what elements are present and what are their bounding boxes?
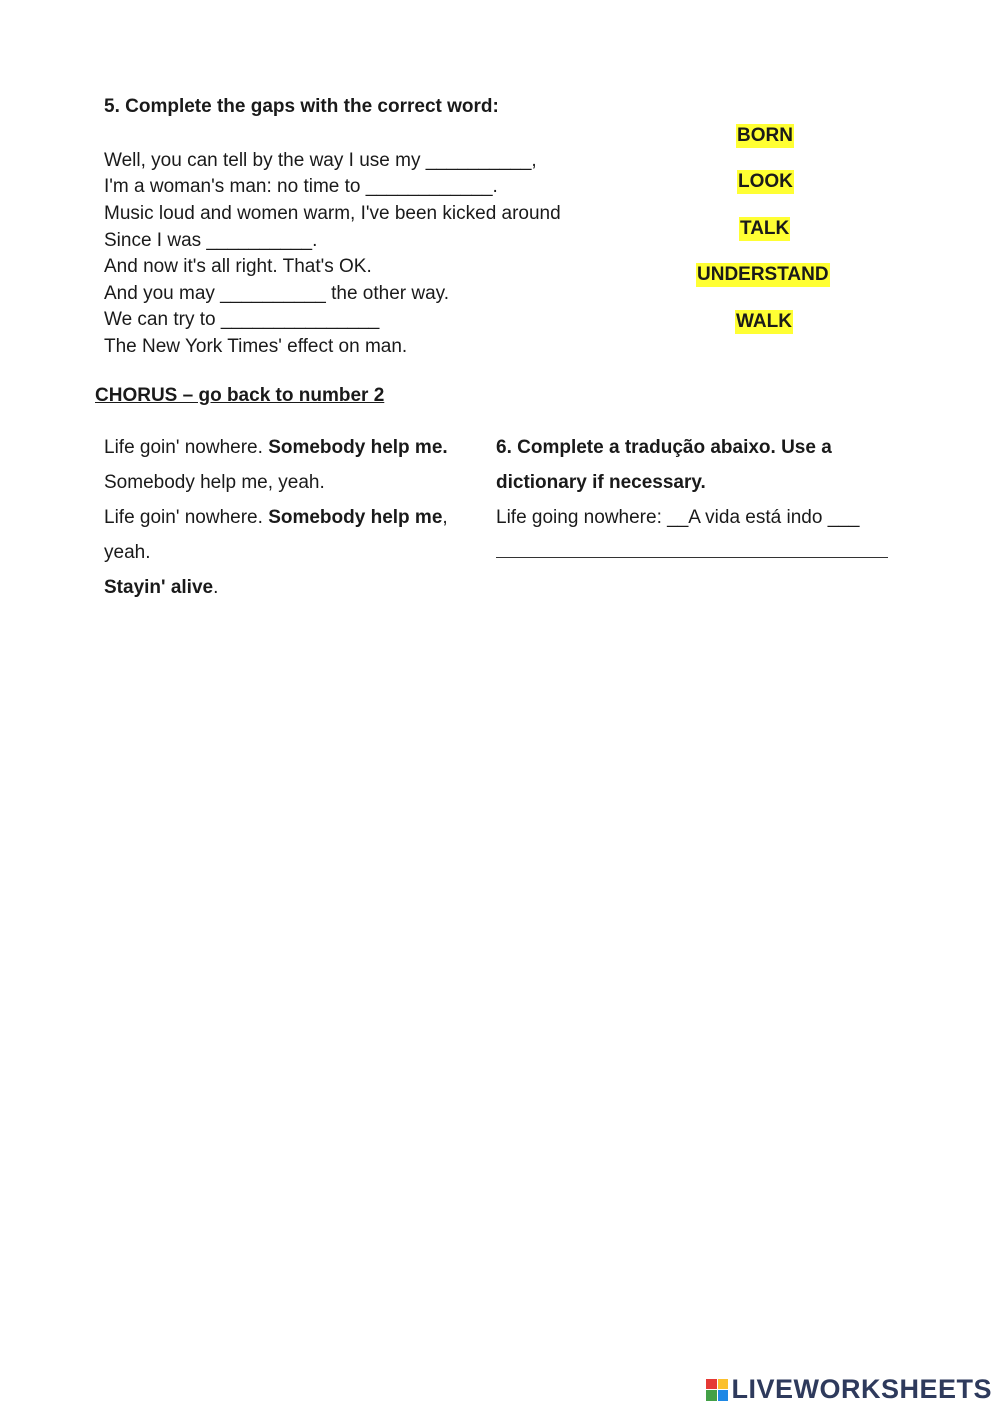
lyric-line-5: And now it's all right. That's OK. [104,256,372,277]
logo-block-yellow [718,1379,729,1390]
word-bank-item: LOOK [738,171,793,192]
chorus-line-5 [104,570,484,605]
chorus-line-3-end: , [442,507,448,528]
chorus-line-1-text: Life goin' nowhere. [104,437,269,458]
lyric-line-2: I'm a woman's man: no time to ____________. [104,176,498,197]
chorus-line-3-text: Life goin' nowhere. [104,507,269,528]
translation-prompt: Life going nowhere: [496,507,668,528]
chorus-heading: CHORUS – go back to number 2 [95,385,385,406]
translation-answer-line[interactable] [496,557,888,558]
chorus-line-1 [104,430,484,465]
word-bank-item: WALK [736,311,792,332]
chorus-line-2: Somebody help me, yeah. [104,472,325,493]
chorus-line-5-bold: Stayin' alive [104,577,214,598]
exercise-6 [496,430,896,535]
chorus-line-3 [104,500,484,535]
liveworksheets-logo [706,1374,992,1405]
chorus-line-3-bold: Somebody help me [268,507,443,528]
translation-answer-field[interactable]: __A vida está indo ___ [667,507,860,528]
chorus-line-1-bold: Somebody help me. [268,437,448,458]
lyric-line-8: The New York Times' effect on man. [104,336,408,357]
logo-block-red [706,1379,717,1390]
logo-blocks-icon [706,1379,728,1401]
chorus-line-4: yeah. [104,542,151,563]
brand-name: LIVEWORKSHEETS [731,1374,992,1404]
chorus-line-5-end: . [213,577,219,598]
logo-block-blue [718,1390,729,1401]
lyric-line-6: And you may __________ the other way. [104,283,450,304]
translation-row [496,500,896,535]
exercise-5-title: 5. Complete the gaps with the correct word: [104,96,499,117]
lyric-line-3: Music loud and women warm, I've been kicked around [104,203,561,224]
lyric-line-7: We can try to _______________ [104,309,380,330]
logo-block-green [706,1390,717,1401]
word-bank-item: BORN [737,125,793,146]
exercise-6-title-line-1: 6. Complete a tradução abaixo. Use a [496,437,832,458]
exercise-6-title-line-2: dictionary if necessary. [496,472,706,493]
lyric-line-1: Well, you can tell by the way I use my __________, [104,150,537,171]
word-bank-item: UNDERSTAND [697,264,829,285]
lyric-line-4: Since I was __________. [104,230,318,251]
word-bank-item: TALK [740,218,790,239]
chorus-lyrics [104,430,484,605]
